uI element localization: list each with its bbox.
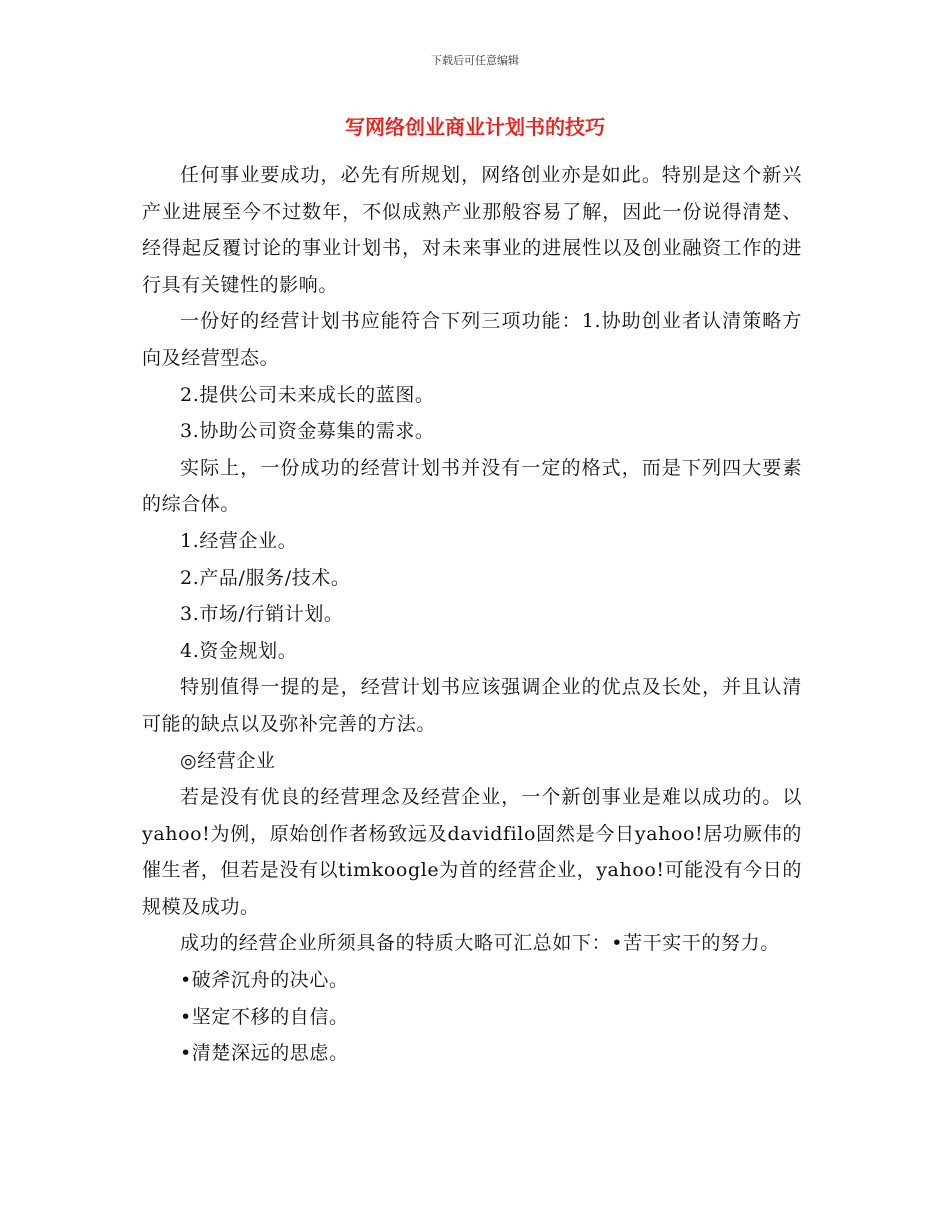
section-heading-management: ◎经营企业 [180, 749, 276, 772]
paragraph-elements: 实际上，一份成功的经营计划书并没有一定的格式，而是下列四大要素的综合体。 [142, 456, 802, 516]
list-item-function-2: 2.提供公司未来成长的蓝图。 [180, 383, 435, 406]
list-item-element-3: 3.市场/行销计划。 [180, 603, 344, 626]
list-item-trait-4: •清楚深远的思虑。 [180, 1042, 349, 1065]
header-note: 下载后可任意编辑 [431, 54, 519, 67]
paragraph-functions: 一份好的经营计划书应能符合下列三项功能：1.协助创业者认清策略方向及经营型态。 [142, 310, 802, 369]
paragraph-emphasis: 特别值得一提的是，经营计划书应该强调企业的优点及长处，并且认清可能的缺点以及弥补完善的方法。 [142, 676, 802, 735]
list-item-trait-3: •坚定不移的自信。 [180, 1005, 349, 1028]
paragraph-yahoo-example: 若是没有优良的经营理念及经营企业，一个新创事业是难以成功的。以yahoo!为例，原始创作者杨致远及davidfilo固然是今日yahoo!居功厥伟的催生者，但若是没有以timkoogle为首的经营企业，yahoo!可能没有今日的规模及成功。 [142, 786, 802, 918]
paragraph-traits: 成功的经营企业所须具备的特质大略可汇总如下：•苦干实干的努力。 [180, 932, 780, 955]
list-item-element-2: 2.产品/服务/技术。 [180, 566, 351, 589]
list-item-element-4: 4.资金规划。 [180, 639, 298, 662]
list-item-element-1: 1.经营企业。 [180, 529, 298, 552]
document-body [142, 157, 802, 1072]
paragraph-intro: 任何事业要成功，必先有所规划，网络创业亦是如此。特别是这个新兴产业进展至今不过数年，不似成熟产业那般容易了解，因此一份说得清楚、经得起反覆讨论的事业计划书，对未来事业的进展性以及创业融资工作的进行具有关键性的影响。 [142, 164, 802, 296]
list-item-function-3: 3.协助公司资金募集的需求。 [180, 420, 435, 443]
document-title: 写网络创业商业计划书的技巧 [345, 115, 605, 139]
list-item-trait-2: •破斧沉舟的决心。 [180, 969, 349, 992]
